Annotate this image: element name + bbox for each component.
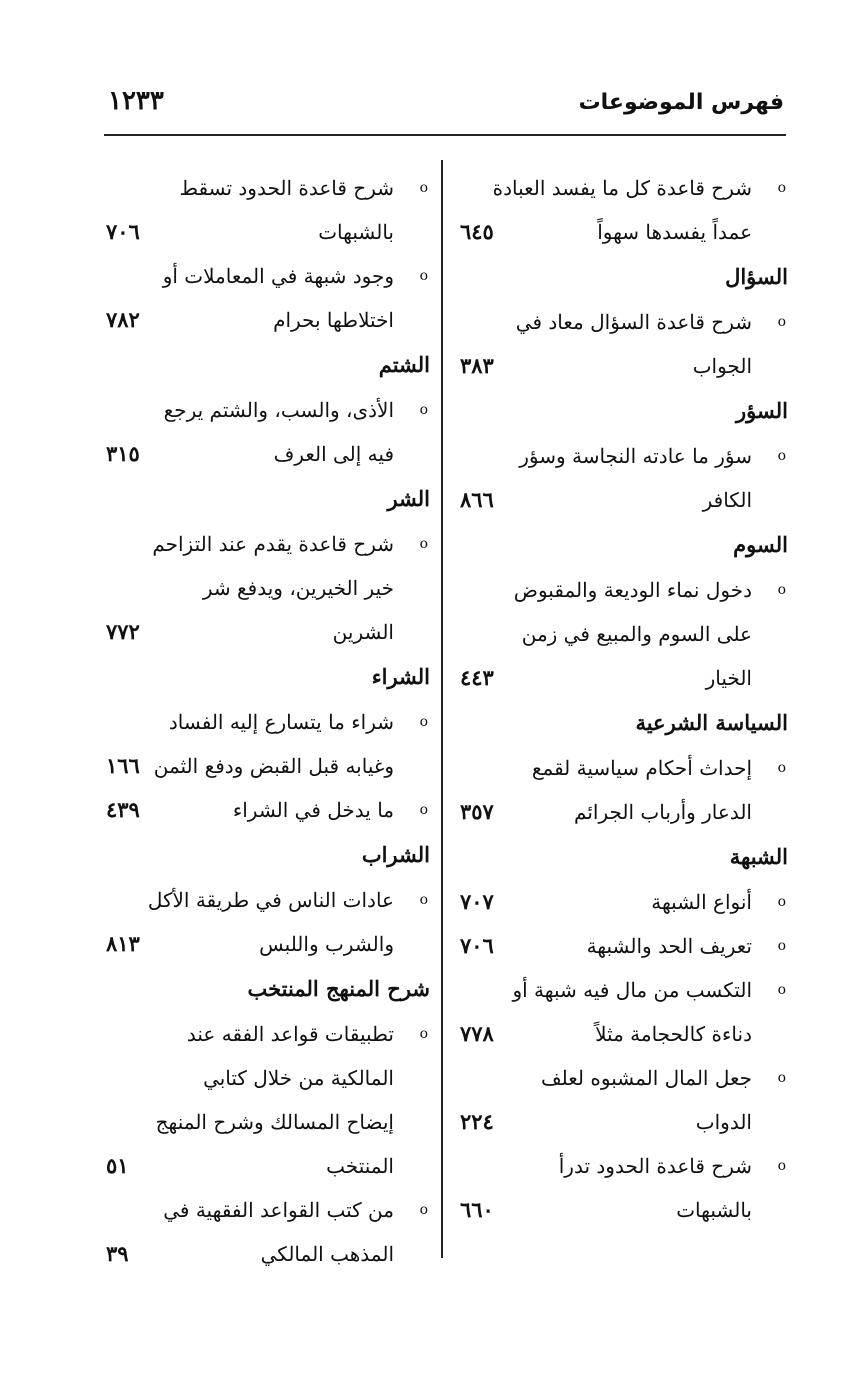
entry-text: الدعار وأرباب الجرائم (574, 800, 752, 824)
entry-text: وغيابه قبل القبض ودفع الثمن (153, 754, 394, 778)
page-reference: ٣٩ (106, 1241, 129, 1266)
index-entry (100, 878, 430, 966)
entry-line (454, 434, 788, 478)
page-reference: ٤٣٩ (106, 797, 140, 822)
index-entry (100, 522, 430, 654)
page-reference: ٦٤٥ (460, 219, 494, 244)
section-heading: الشبهة (729, 844, 788, 869)
index-entry (100, 166, 430, 254)
entry-text: ما يدخل في الشراء (232, 798, 394, 822)
index-entry (100, 1188, 430, 1276)
entry-text: جعل المال المشبوه لعلف (540, 1066, 752, 1090)
entry-line (454, 344, 788, 388)
bullet-icon: o (419, 402, 428, 418)
entry-text: شراء ما يتسارع إليه الفساد (168, 710, 394, 734)
index-entry (100, 388, 430, 476)
entry-line (100, 878, 430, 922)
section-heading: السؤال (725, 264, 788, 289)
entry-line (100, 566, 430, 610)
entry-line (100, 210, 430, 254)
page-title: فهرس الموضوعات (578, 90, 784, 115)
entry-text: شرح قاعدة كل ما يفسد العبادة (492, 176, 752, 200)
entry-line (454, 746, 788, 790)
section-heading: السياسة الشرعية (635, 710, 788, 735)
entry-line (100, 1232, 430, 1276)
entry-text: عادات الناس في طريقة الأكل (147, 888, 394, 912)
entry-line (100, 254, 430, 298)
page-reference: ١٦٦ (106, 753, 140, 778)
bullet-icon: o (777, 938, 786, 954)
page-header (108, 86, 784, 126)
entry-line (100, 610, 430, 654)
entry-line (100, 1188, 430, 1232)
section-heading: السؤر (736, 398, 788, 423)
entry-text: فيه إلى العرف (273, 442, 394, 466)
entry-line (100, 166, 430, 210)
entry-line (454, 790, 788, 834)
left-index-column (100, 166, 430, 1276)
entry-line (100, 922, 430, 966)
entry-line (100, 744, 430, 788)
section-heading: الشراء (371, 664, 430, 689)
entry-text: الأذى، والسب، والشتم يرجع (163, 398, 394, 422)
page-reference: ٦٦٠ (460, 1197, 494, 1222)
entry-text: بالشبهات (318, 220, 394, 244)
page-reference: ٧٠٦ (106, 219, 140, 244)
entry-line (454, 1144, 788, 1188)
right-index-column (454, 166, 788, 1232)
bullet-icon: o (419, 1026, 428, 1042)
page-reference: ٧٨٢ (106, 307, 140, 332)
entry-text: بالشبهات (676, 1198, 752, 1222)
entry-line (454, 656, 788, 700)
entry-line (454, 968, 788, 1012)
page-reference: ٣١٥ (106, 441, 140, 466)
index-entry (454, 746, 788, 834)
page-reference: ٨١٣ (106, 931, 140, 956)
entry-text: إحداث أحكام سياسية لقمع (531, 756, 752, 780)
entry-line (100, 522, 430, 566)
column-divider (441, 160, 443, 1258)
entry-text: الشرين (332, 620, 394, 644)
entry-text: المالكية من خلال كتابي (203, 1066, 394, 1090)
entry-line (100, 788, 430, 832)
bullet-icon: o (777, 448, 786, 464)
entry-text: والشرب واللبس (259, 932, 394, 956)
bullet-icon: o (777, 314, 786, 330)
bullet-icon: o (419, 714, 428, 730)
page-reference: ٣٨٣ (460, 353, 494, 378)
entry-text: تطبيقات قواعد الفقه عند (186, 1022, 394, 1046)
index-entry (454, 880, 788, 924)
entry-line (100, 1012, 430, 1056)
entry-line (454, 1056, 788, 1100)
page-reference: ٧٠٧ (460, 889, 494, 914)
entry-text: وجود شبهة في المعاملات أو (162, 264, 394, 288)
entry-text: على السوم والمبيع في زمن (521, 622, 752, 646)
entry-text: عمداً يفسدها سهواً (597, 220, 752, 244)
entry-text: سؤر ما عادته النجاسة وسؤر (519, 444, 752, 468)
entry-line (100, 1100, 430, 1144)
bullet-icon: o (777, 982, 786, 998)
entry-text: الكافر (702, 488, 752, 512)
entry-text: شرح قاعدة الحدود تدرأ (558, 1154, 752, 1178)
entry-line (100, 1144, 430, 1188)
entry-line (100, 700, 430, 744)
bullet-icon: o (419, 180, 428, 196)
entry-line (100, 298, 430, 342)
index-entry (100, 1012, 430, 1188)
header-rule (104, 134, 786, 136)
section-heading: الشر (387, 486, 430, 511)
bullet-icon: o (777, 180, 786, 196)
entry-text: دناءة كالحجامة مثلاً (595, 1022, 752, 1046)
section-heading: السوم (733, 532, 788, 557)
entry-line (454, 924, 788, 968)
entry-text: المذهب المالكي (260, 1242, 394, 1266)
index-entry (100, 700, 430, 788)
section-heading: شرح المنهج المنتخب (247, 976, 430, 1001)
entry-text: شرح قاعدة السؤال معاد في (515, 310, 752, 334)
index-entry (454, 166, 788, 254)
entry-line (454, 612, 788, 656)
index-entry (454, 300, 788, 388)
bullet-icon: o (419, 1202, 428, 1218)
entry-text: شرح قاعدة يقدم عند التزاحم (152, 532, 394, 556)
entry-line (454, 1188, 788, 1232)
entry-line (454, 478, 788, 522)
index-entry (454, 1056, 788, 1144)
bullet-icon: o (419, 892, 428, 908)
index-entry (100, 254, 430, 342)
entry-text: من كتب القواعد الفقهية في (163, 1198, 394, 1222)
entry-line (454, 300, 788, 344)
entry-text: الجواب (692, 354, 752, 378)
bullet-icon: o (419, 536, 428, 552)
entry-line (100, 388, 430, 432)
bullet-icon: o (419, 268, 428, 284)
entry-text: الخيار (705, 666, 752, 690)
page-reference: ٧٠٦ (460, 933, 494, 958)
page-reference: ٥١ (106, 1153, 129, 1178)
bullet-icon: o (777, 760, 786, 776)
bullet-icon: o (777, 582, 786, 598)
index-entry (454, 924, 788, 968)
entry-text: التكسب من مال فيه شبهة أو (512, 978, 752, 1002)
entry-line (454, 880, 788, 924)
bullet-icon: o (777, 894, 786, 910)
entry-line (454, 568, 788, 612)
page-reference: ٧٧٢ (106, 619, 140, 644)
page-reference: ٧٧٨ (460, 1021, 494, 1046)
section-heading: الشراب (361, 842, 430, 867)
entry-line (454, 166, 788, 210)
page-reference: ٨٦٦ (460, 487, 494, 512)
section-heading: الشتم (378, 352, 430, 377)
bullet-icon: o (777, 1070, 786, 1086)
index-entry (454, 434, 788, 522)
entry-text: خير الخيرين، ويدفع شر (202, 576, 394, 600)
page-reference: ٤٤٣ (460, 665, 494, 690)
entry-line (100, 1056, 430, 1100)
bullet-icon: o (419, 802, 428, 818)
entry-text: اختلاطها بحرام (273, 308, 394, 332)
page-reference: ٢٢٤ (460, 1109, 494, 1134)
entry-line (454, 1012, 788, 1056)
entry-text: المنتخب (326, 1154, 394, 1178)
entry-text: أنواع الشبهة (651, 890, 752, 914)
entry-text: الدواب (695, 1110, 752, 1134)
page-reference: ٣٥٧ (460, 799, 494, 824)
index-entry (454, 568, 788, 700)
index-entry (454, 1144, 788, 1232)
entry-line (454, 210, 788, 254)
entry-text: إيضاح المسالك وشرح المنهج (155, 1110, 394, 1134)
entry-text: تعريف الحد والشبهة (586, 934, 752, 958)
index-entry (100, 788, 430, 832)
entry-line (100, 432, 430, 476)
bullet-icon: o (777, 1158, 786, 1174)
index-entry (454, 968, 788, 1056)
entry-line (454, 1100, 788, 1144)
entry-text: دخول نماء الوديعة والمقبوض (513, 578, 752, 602)
entry-text: شرح قاعدة الحدود تسقط (179, 176, 394, 200)
page-number: ١٢٣٣ (108, 86, 164, 116)
